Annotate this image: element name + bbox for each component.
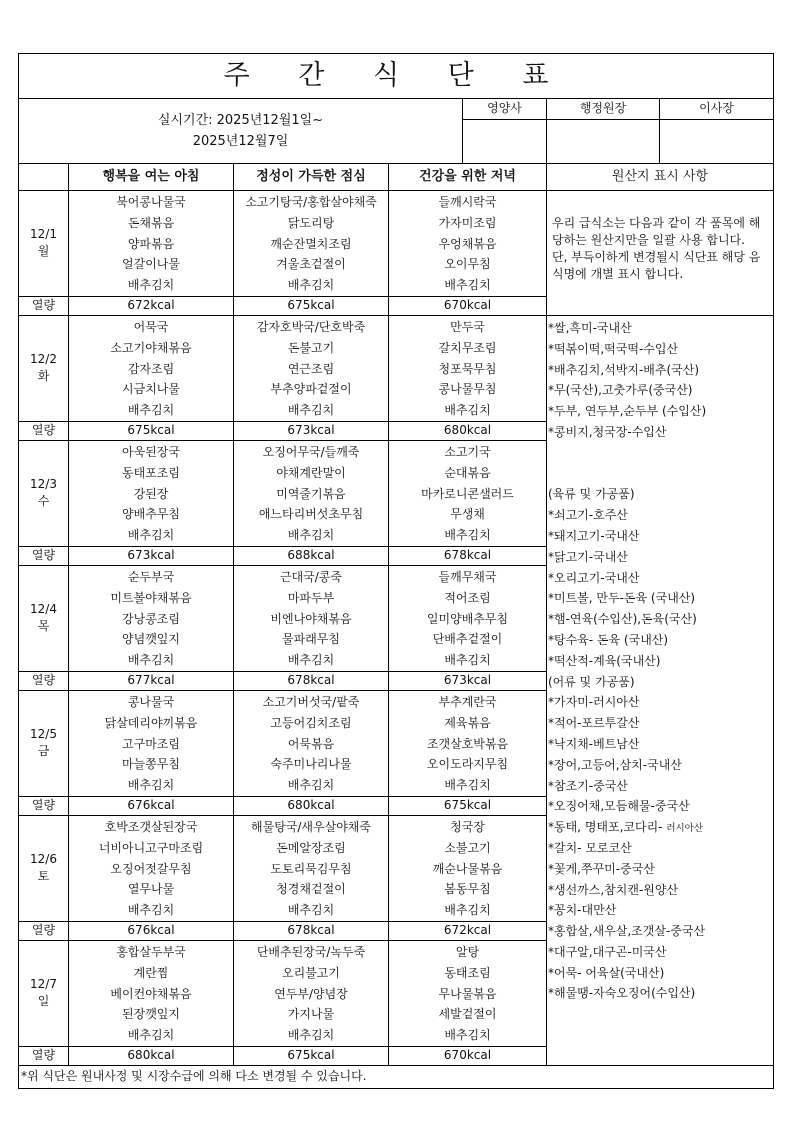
- lunch-cell: [234, 191, 389, 297]
- origin-item: [548, 983, 773, 1004]
- origin-item-text: *해물땡-자숙오징어(수입산): [548, 986, 696, 1001]
- breakfast-menu-item: 소고기야채볶음: [110, 340, 192, 355]
- day-row: [19, 191, 774, 297]
- origin-item: [548, 526, 773, 547]
- origin-item: [548, 734, 773, 755]
- lunch-menu-item: 배추김치: [287, 903, 335, 918]
- kcal-label: 열량: [19, 421, 69, 440]
- period-cell: [19, 99, 463, 164]
- origin-item: [548, 318, 773, 339]
- lunch-cell: [234, 940, 389, 1046]
- lunch-menu-item: 도토리묵김무침: [270, 861, 352, 876]
- dinner-cell: [389, 815, 547, 921]
- lunch-menu-item: 부추양파겉절이: [270, 382, 352, 397]
- day-date: 12/4: [30, 602, 57, 617]
- lunch-menu-item: 오리불고기: [282, 965, 340, 980]
- day-weekday: 금: [37, 744, 50, 759]
- origin-item-text: *참조기-중국산: [548, 778, 628, 793]
- dinner-menu-item: 부추계란국: [438, 694, 497, 709]
- dinner-menu-item: 우엉채볶음: [438, 236, 497, 251]
- weekly-menu-sheet: [18, 53, 773, 1090]
- lunch-menu-item: 배추김치: [287, 403, 335, 418]
- breakfast-menu-item: 배추김치: [127, 653, 175, 668]
- signature-head-chairman: 이사장: [660, 99, 774, 120]
- day-date-cell: [19, 815, 69, 921]
- day-date-cell: [19, 191, 69, 297]
- kcal-value: 676kcal: [69, 796, 234, 815]
- dinner-cell: [389, 565, 547, 671]
- dinner-menu-item: 동태조림: [444, 965, 491, 980]
- origin-item: [548, 776, 773, 797]
- origin-item-suffix: 러시아산: [666, 823, 704, 835]
- dinner-menu-item: 제육볶음: [444, 715, 491, 730]
- origin-intro-cell: [547, 191, 774, 316]
- lunch-cell: [234, 315, 389, 421]
- day-date: 12/5: [30, 727, 57, 742]
- origin-item: [548, 672, 773, 693]
- breakfast-cell: [69, 191, 234, 297]
- breakfast-cell: [69, 690, 234, 796]
- day-date-cell: [19, 940, 69, 1046]
- lunch-menu-item: 가지나물: [287, 1007, 335, 1022]
- origin-item-text: *미트볼, 만두-돈육 (국내산): [548, 591, 696, 606]
- origin-intro-text: 우리 급식소는 다음과 같이 각 품목에 해당하는 원산지만을 일괄 사용 합니다.: [552, 216, 761, 247]
- breakfast-menu-item: 어묵국: [133, 319, 169, 334]
- origin-item-text: *동태, 명태포,코다리-: [548, 820, 667, 835]
- lunch-menu-item: 마파두부: [287, 590, 335, 605]
- lunch-menu-item: 미역줄기볶음: [276, 486, 346, 501]
- signature-head-dietitian: 영양사: [463, 99, 547, 120]
- dinner-menu-item: 봄동무침: [444, 882, 491, 897]
- lunch-menu-item: 단배추된장국/녹두죽: [256, 944, 366, 959]
- breakfast-menu-item: 돈채볶음: [127, 215, 175, 230]
- breakfast-menu-item: 북어콩나물국: [116, 195, 186, 209]
- origin-item: [548, 568, 773, 589]
- dinner-menu-item: 마카로니콘샐러드: [421, 486, 514, 501]
- breakfast-header: 행복을 여는 아침: [69, 164, 234, 191]
- breakfast-menu-item: 감자조림: [127, 361, 175, 376]
- dinner-menu-item: 콩나물무침: [438, 382, 497, 397]
- breakfast-menu-item: 배추김치: [127, 278, 175, 293]
- period-line-1: 실시기간: 2025년12월1일~: [157, 113, 324, 128]
- kcal-value: 672kcal: [389, 921, 547, 940]
- origin-item: [548, 880, 773, 901]
- lunch-menu-item: 물파래무침: [282, 632, 340, 647]
- day-date: 12/7: [30, 977, 57, 992]
- lunch-menu-item: 해물탕국/새우살야채죽: [251, 819, 371, 834]
- dinner-menu-item: 알탕: [455, 944, 480, 959]
- lunch-header: 정성이 가득한 점심: [234, 164, 389, 191]
- day-date-cell: [19, 565, 69, 671]
- dinner-cell: [389, 440, 547, 546]
- dinner-menu-item: 일미양배추무침: [426, 611, 509, 626]
- lunch-menu-item: 감자호박국/단호박죽: [256, 319, 366, 334]
- origin-item: [548, 464, 773, 485]
- breakfast-menu-item: 강된장: [133, 486, 169, 501]
- origin-item-text: *떡볶이떡,떡국떡-수입산: [548, 341, 679, 356]
- origin-item-text: *오리고기-국내산: [548, 570, 640, 585]
- kcal-label: 열량: [19, 296, 69, 315]
- breakfast-menu-item: 고구마조림: [122, 736, 180, 751]
- lunch-menu-item: 깨순잔멸치조림: [270, 236, 352, 251]
- origin-item: [548, 547, 773, 568]
- origin-item-text: *닭고기-국내산: [548, 549, 628, 564]
- origin-item-text: *생선까스,참치캔-원양산: [548, 882, 679, 897]
- lunch-menu-item: 배추김치: [287, 653, 335, 668]
- breakfast-cell: [69, 815, 234, 921]
- lunch-menu-item: 근대국/콩죽: [279, 569, 342, 584]
- day-weekday: 월: [37, 244, 50, 259]
- dinner-menu-item: 갈치무조림: [438, 340, 497, 355]
- origin-item: [548, 588, 773, 609]
- origin-item: [548, 713, 773, 734]
- dinner-menu-item: 들깨시락국: [438, 195, 497, 209]
- signature-box-chairman: [660, 120, 774, 164]
- kcal-label: 열량: [19, 546, 69, 565]
- lunch-menu-item: 소고기버섯국/팥죽: [262, 694, 360, 709]
- day-weekday: 수: [37, 494, 50, 509]
- date-column-header: [19, 164, 69, 191]
- day-weekday: 토: [37, 869, 50, 884]
- breakfast-menu-item: 배추김치: [127, 778, 175, 793]
- origin-item-text: *떡산적-계육(국내산): [548, 653, 661, 668]
- day-date: 12/2: [30, 352, 57, 367]
- origin-item: [548, 609, 773, 630]
- breakfast-menu-item: 너비아니고구마조림: [98, 840, 204, 855]
- kcal-value: 673kcal: [389, 671, 547, 690]
- lunch-menu-item: 돈메알장조림: [276, 840, 346, 855]
- day-weekday: 화: [37, 369, 50, 384]
- lunch-menu-item: 배추김치: [287, 278, 335, 293]
- breakfast-menu-item: 열무나물: [127, 882, 175, 897]
- menu-table: [18, 53, 774, 1089]
- dinner-menu-item: 배추김치: [444, 778, 491, 793]
- kcal-value: 670kcal: [389, 296, 547, 315]
- breakfast-menu-item: 양념깻잎지: [122, 632, 180, 647]
- breakfast-menu-item: 오징어젓갈무침: [110, 861, 192, 876]
- origin-item-text: *오징어채,모듬해물-중국산: [548, 799, 690, 814]
- lunch-menu-item: 연근조림: [287, 361, 335, 376]
- origin-item-text: *장어,고등어,삼치-국내산: [548, 757, 682, 772]
- origin-item-text: *콩비지,청국장-수입산: [548, 424, 667, 439]
- signature-head-director: 행정원장: [547, 99, 660, 120]
- origin-item-text: *두부, 연두부,순두부 (수입산): [548, 404, 707, 419]
- origin-item-text: *어묵- 어육살(국내산): [548, 965, 665, 980]
- origin-item: [548, 422, 773, 443]
- kcal-label: 열량: [19, 796, 69, 815]
- lunch-menu-item: 돈불고기: [287, 340, 335, 355]
- origin-item: [548, 692, 773, 713]
- lunch-cell: [234, 565, 389, 671]
- origin-item-text: *쌀,흑미-국내산: [548, 320, 632, 335]
- origin-item-text: *꽁치-대만산: [548, 903, 617, 918]
- lunch-menu-item: 청경채겉절이: [276, 882, 346, 897]
- breakfast-menu-item: 미트볼야채볶음: [110, 590, 192, 605]
- kcal-value: 675kcal: [69, 421, 234, 440]
- origin-item: [548, 838, 773, 859]
- footer-row: [19, 1065, 774, 1088]
- kcal-value: 673kcal: [69, 546, 234, 565]
- kcal-value: 670kcal: [389, 1046, 547, 1065]
- origin-item-text: *꽃게,쭈꾸미-중국산: [548, 861, 655, 876]
- dinner-menu-item: 소고기국: [444, 444, 491, 459]
- lunch-menu-item: 소고기탕국/홍합살야채죽: [245, 195, 377, 209]
- origin-item-text: *탕수육- 돈육 (국내산): [548, 632, 669, 647]
- breakfast-cell: [69, 315, 234, 421]
- dinner-menu-item: 무생채: [450, 507, 485, 522]
- kcal-value: 675kcal: [234, 1046, 389, 1065]
- dinner-menu-item: 순대볶음: [444, 465, 491, 480]
- dinner-menu-item: 들깨무채국: [438, 569, 497, 584]
- origin-item: [548, 630, 773, 651]
- lunch-menu-item: 야채계란말이: [276, 465, 346, 480]
- kcal-value: 688kcal: [234, 546, 389, 565]
- origin-item: [548, 859, 773, 880]
- breakfast-menu-item: 된장깻잎지: [122, 1007, 180, 1022]
- origin-item-text: *쇠고기-호주산: [548, 508, 628, 523]
- breakfast-menu-item: 베이컨야채볶음: [110, 986, 192, 1001]
- origin-item: [548, 401, 773, 422]
- kcal-value: 675kcal: [389, 796, 547, 815]
- kcal-value: 678kcal: [234, 671, 389, 690]
- dinner-menu-item: 배추김치: [444, 1028, 491, 1043]
- lunch-cell: [234, 690, 389, 796]
- lunch-menu-item: 오징어무국/들깨죽: [262, 444, 360, 459]
- day-date: 12/3: [30, 477, 57, 492]
- lunch-cell: [234, 440, 389, 546]
- breakfast-menu-item: 양배추무침: [122, 507, 180, 522]
- kcal-label: 열량: [19, 921, 69, 940]
- origin-item-text: (어류 및 가공품): [548, 674, 635, 689]
- breakfast-menu-item: 계란찜: [133, 965, 169, 980]
- dinner-cell: [389, 315, 547, 421]
- breakfast-menu-item: 동태포조림: [122, 465, 180, 480]
- signature-box-director: [547, 120, 660, 164]
- breakfast-cell: [69, 565, 234, 671]
- dinner-cell: [389, 191, 547, 297]
- origin-item-text: *대구알,대구곤-미국산: [548, 944, 667, 959]
- day-date-cell: [19, 440, 69, 546]
- breakfast-menu-item: 배추김치: [127, 528, 175, 543]
- kcal-value: 678kcal: [234, 921, 389, 940]
- dinner-menu-item: 만두국: [450, 319, 485, 334]
- origin-item-text: *배추김치,석박지-배추(국산): [548, 362, 700, 377]
- kcal-value: 680kcal: [234, 796, 389, 815]
- period-line-2: 2025년12월7일: [192, 134, 289, 149]
- lunch-menu-item: 애느타리버섯초무침: [258, 507, 364, 522]
- origin-list-cell: [547, 315, 774, 1065]
- origin-item: [548, 900, 773, 921]
- origin-item-text: *가자미-러시아산: [548, 695, 640, 710]
- lunch-menu-item: 비엔나야채볶음: [270, 611, 352, 626]
- origin-item: [548, 963, 773, 984]
- dinner-menu-item: 세발겉절이: [438, 1007, 497, 1022]
- breakfast-menu-item: 시금치나물: [122, 382, 180, 397]
- origin-item-text: *홍합살,새우살,조갯살-중국산: [548, 924, 706, 939]
- breakfast-menu-item: 순두부국: [127, 569, 175, 584]
- dinner-menu-item: 소불고기: [444, 840, 491, 855]
- lunch-menu-item: 배추김치: [287, 528, 335, 543]
- day-weekday: 일: [37, 994, 50, 1009]
- breakfast-menu-item: 얼갈이나물: [122, 257, 180, 272]
- breakfast-menu-item: 아욱된장국: [122, 444, 180, 459]
- dinner-menu-item: 배추김치: [444, 903, 491, 918]
- breakfast-menu-item: 배추김치: [127, 403, 175, 418]
- dinner-menu-item: 오이무침: [444, 257, 491, 272]
- day-date: 12/6: [30, 852, 57, 867]
- origin-note-text: 단, 부득이하게 변경될시 식단표 해당 음식명에 개별 표시 합니다.: [552, 250, 761, 281]
- kcal-value: 678kcal: [389, 546, 547, 565]
- origin-item-text: *적어-포르투갈산: [548, 716, 640, 731]
- origin-item-text: *돼지고기-국내산: [548, 528, 640, 543]
- breakfast-menu-item: 강낭콩조림: [122, 611, 180, 626]
- dinner-header: 건강을 위한 저녁: [389, 164, 547, 191]
- dinner-menu-item: 가자미조림: [438, 215, 497, 230]
- dinner-menu-item: 오이도라지무침: [426, 757, 509, 772]
- origin-item-text: *낙지채-베트남산: [548, 736, 640, 751]
- signature-box-dietitian: [463, 120, 547, 164]
- day-row: [19, 315, 774, 421]
- dinner-menu-item: 배추김치: [444, 653, 491, 668]
- origin-item: [548, 796, 773, 817]
- lunch-menu-item: 숙주미나리나물: [270, 757, 352, 772]
- dinner-menu-item: 단배추겉절이: [432, 632, 503, 647]
- dinner-menu-item: 무나물볶음: [438, 986, 497, 1001]
- breakfast-menu-item: 호박조갯살된장국: [104, 819, 198, 834]
- breakfast-menu-item: 배추김치: [127, 1028, 175, 1043]
- lunch-cell: [234, 815, 389, 921]
- origin-item-text: *무(국산),고춧가루(중국산): [548, 383, 693, 398]
- lunch-menu-item: 배추김치: [287, 778, 335, 793]
- origin-item: [548, 360, 773, 381]
- dinner-menu-item: 배추김치: [444, 403, 491, 418]
- kcal-label: 열량: [19, 1046, 69, 1065]
- kcal-value: 676kcal: [69, 921, 234, 940]
- breakfast-menu-item: 배추김치: [127, 903, 175, 918]
- footer-note: *위 식단은 원내사정 및 시장수급에 의해 다소 변경될 수 있습니다.: [19, 1065, 774, 1088]
- kcal-value: 680kcal: [69, 1046, 234, 1065]
- day-date-cell: [19, 690, 69, 796]
- day-date: 12/1: [30, 227, 57, 242]
- origin-header: 원산지 표시 사항: [547, 164, 774, 191]
- dinner-menu-item: 배추김치: [444, 278, 491, 293]
- origin-item-text: *갈치- 모로코산: [548, 840, 632, 855]
- lunch-menu-item: 어묵볶음: [287, 736, 335, 751]
- breakfast-menu-item: 홍합살두부국: [116, 944, 186, 959]
- kcal-value: 677kcal: [69, 671, 234, 690]
- kcal-value: 680kcal: [389, 421, 547, 440]
- kcal-label: 열량: [19, 671, 69, 690]
- breakfast-menu-item: 마늘쫑무침: [122, 757, 180, 772]
- origin-item: [548, 942, 773, 963]
- lunch-menu-item: 배추김치: [287, 1028, 335, 1043]
- origin-item: [548, 755, 773, 776]
- kcal-value: 672kcal: [69, 296, 234, 315]
- origin-item: [548, 380, 773, 401]
- dinner-menu-item: 조갯살호박볶음: [426, 736, 509, 751]
- dinner-cell: [389, 690, 547, 796]
- origin-item: [548, 505, 773, 526]
- lunch-menu-item: 닭도리탕: [287, 215, 335, 230]
- lunch-menu-item: 겨울초겉절이: [276, 257, 346, 272]
- dinner-cell: [389, 940, 547, 1046]
- breakfast-cell: [69, 940, 234, 1046]
- kcal-value: 673kcal: [234, 421, 389, 440]
- origin-item-text: (육류 및 가공품): [548, 487, 635, 502]
- breakfast-menu-item: 콩나물국: [127, 694, 175, 709]
- day-weekday: 목: [37, 619, 50, 634]
- dinner-menu-item: 깨순나물볶음: [432, 861, 503, 876]
- dinner-menu-item: 적어조림: [444, 590, 491, 605]
- dinner-menu-item: 청국장: [450, 819, 485, 834]
- origin-item: [548, 921, 773, 942]
- dinner-menu-item: 청포묵무침: [438, 361, 497, 376]
- origin-item: [548, 651, 773, 672]
- origin-item: [548, 339, 773, 360]
- day-date-cell: [19, 315, 69, 421]
- origin-item: [548, 484, 773, 505]
- lunch-menu-item: 고등어김치조림: [270, 715, 352, 730]
- origin-item: [548, 443, 773, 464]
- breakfast-menu-item: 닭살데리야끼볶음: [104, 715, 198, 730]
- origin-item-text: *햄-연육(수입산),돈육(국산): [548, 612, 697, 627]
- page-title: 주 간 식 단 표: [19, 54, 774, 99]
- dinner-menu-item: 배추김치: [444, 528, 491, 543]
- lunch-menu-item: 연두부/양념장: [274, 986, 348, 1001]
- origin-item: [548, 817, 773, 838]
- breakfast-cell: [69, 440, 234, 546]
- breakfast-menu-item: 양파볶음: [127, 236, 175, 251]
- kcal-value: 675kcal: [234, 296, 389, 315]
